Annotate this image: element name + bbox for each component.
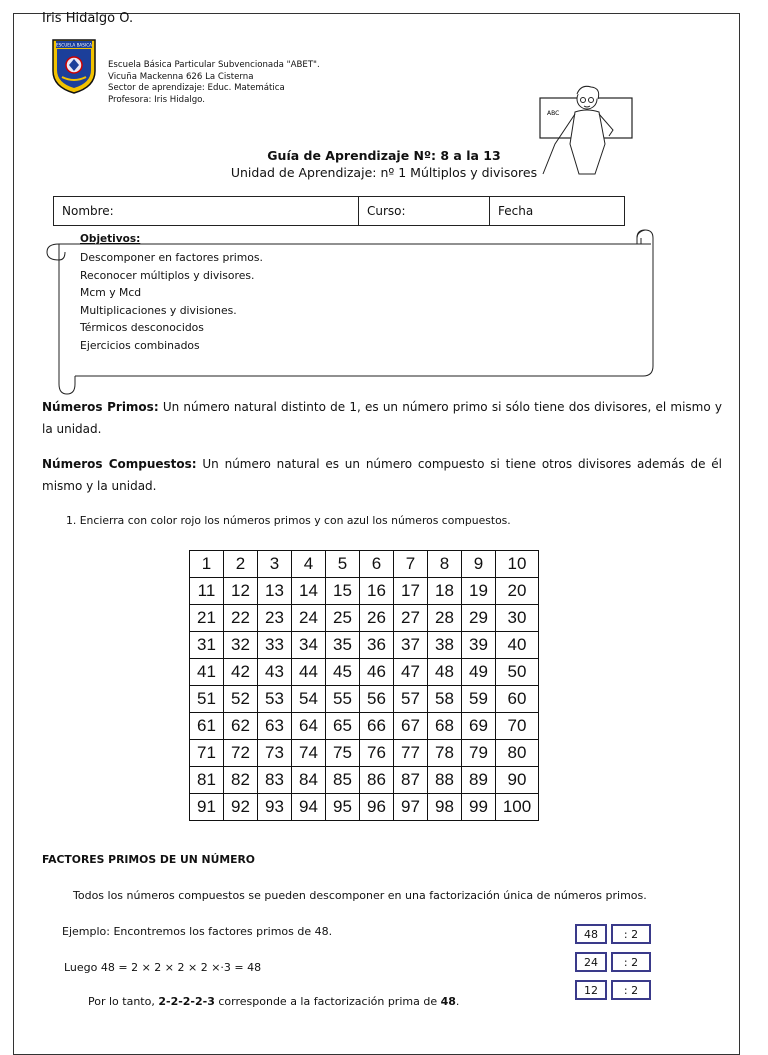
number-cell[interactable]: 76 (360, 740, 394, 767)
school-info (108, 60, 320, 106)
number-cell[interactable]: 7 (394, 551, 428, 578)
number-cell[interactable]: 71 (190, 740, 224, 767)
number-cell[interactable]: 17 (394, 578, 428, 605)
number-cell[interactable]: 43 (258, 659, 292, 686)
number-cell[interactable]: 92 (224, 794, 258, 821)
number-cell[interactable]: 74 (292, 740, 326, 767)
number-cell[interactable]: 22 (224, 605, 258, 632)
objective-item: Mcm y Mcd (80, 286, 142, 299)
number-cell[interactable]: 69 (462, 713, 496, 740)
number-cell[interactable]: 41 (190, 659, 224, 686)
number-cell[interactable]: 49 (462, 659, 496, 686)
school-line: Vicuña Mackenna 626 La Cisterna (108, 71, 254, 82)
number-grid-row (190, 740, 539, 767)
number-cell[interactable]: 91 (190, 794, 224, 821)
number-cell[interactable]: 100 (496, 794, 539, 821)
objectives-heading: Objetivos: (80, 233, 141, 245)
number-cell[interactable]: 51 (190, 686, 224, 713)
number-cell[interactable]: 4 (292, 551, 326, 578)
number-cell[interactable]: 70 (496, 713, 539, 740)
number-cell[interactable]: 14 (292, 578, 326, 605)
division-row (575, 924, 651, 944)
number-cell[interactable]: 98 (428, 794, 462, 821)
factors-example: Ejemplo: Encontremos los factores primos de 48. (62, 925, 333, 938)
number-cell[interactable]: 20 (496, 578, 539, 605)
number-cell[interactable]: 83 (258, 767, 292, 794)
number-cell[interactable]: 85 (326, 767, 360, 794)
number-cell[interactable]: 12 (224, 578, 258, 605)
number-cell[interactable]: 63 (258, 713, 292, 740)
objective-item: Reconocer múltiplos y divisores. (80, 268, 255, 282)
objective-item: Descomponer en factores primos. (80, 251, 263, 264)
number-cell[interactable]: 68 (428, 713, 462, 740)
composite-definition (42, 453, 722, 497)
number-cell[interactable]: 16 (360, 578, 394, 605)
number-cell[interactable]: 93 (258, 794, 292, 821)
date-field[interactable]: Fecha (498, 204, 534, 218)
division-row (575, 980, 651, 1000)
number-cell[interactable]: 82 (224, 767, 258, 794)
number-cell[interactable]: 42 (224, 659, 258, 686)
number-cell[interactable]: 3 (258, 551, 292, 578)
number-cell[interactable]: 62 (224, 713, 258, 740)
author-name: Iris Hidalgo O. (42, 11, 134, 26)
conclusion-text: corresponde a la factorización prima de (214, 995, 441, 1008)
number-cell[interactable]: 54 (292, 686, 326, 713)
number-cell[interactable]: 84 (292, 767, 326, 794)
number-cell[interactable]: 11 (190, 578, 224, 605)
number-cell[interactable]: 28 (428, 605, 462, 632)
number-cell[interactable]: 56 (360, 686, 394, 713)
number-cell[interactable]: 60 (496, 686, 539, 713)
number-cell[interactable]: 46 (360, 659, 394, 686)
number-cell[interactable]: 72 (224, 740, 258, 767)
factors-heading: FACTORES PRIMOS DE UN NÚMERO (42, 853, 255, 866)
definition-term: Números Compuestos: (42, 457, 197, 471)
school-line: Escuela Básica Particular Subvencionada "ABET". (108, 60, 320, 70)
number-cell[interactable]: 39 (462, 632, 496, 659)
division-number: 48 (575, 924, 607, 944)
definition-term: Números Primos: (42, 400, 159, 414)
number-cell[interactable]: 15 (326, 578, 360, 605)
number-cell[interactable]: 59 (462, 686, 496, 713)
number-grid-row (190, 713, 539, 740)
number-cell[interactable]: 64 (292, 713, 326, 740)
number-cell[interactable]: 95 (326, 794, 360, 821)
conclusion-text: . (455, 995, 460, 1008)
number-cell[interactable]: 44 (292, 659, 326, 686)
number-grid-row (190, 767, 539, 794)
number-cell[interactable]: 52 (224, 686, 258, 713)
board-text: ABC (547, 110, 560, 117)
page-subtitle: Unidad de Aprendizaje: nº 1 Múltiplos y divisores (230, 165, 538, 180)
factors-intro: Todos los números compuestos se pueden descomponer en una factorización única de números primos. (73, 889, 647, 902)
objective-item: Térmicos desconocidos (80, 321, 204, 334)
number-cell[interactable]: 5 (326, 551, 360, 578)
number-cell[interactable]: 32 (224, 632, 258, 659)
number-cell[interactable]: 1 (190, 551, 224, 578)
number-cell[interactable]: 27 (394, 605, 428, 632)
number-cell[interactable]: 94 (292, 794, 326, 821)
division-row (575, 952, 651, 972)
number-cell[interactable]: 13 (258, 578, 292, 605)
number-grid-row (190, 659, 539, 686)
division-number: 12 (575, 980, 607, 1000)
number-cell[interactable]: 24 (292, 605, 326, 632)
number-cell[interactable]: 9 (462, 551, 496, 578)
student-info-table (53, 196, 625, 226)
number-grid (189, 550, 539, 821)
number-cell[interactable]: 21 (190, 605, 224, 632)
prime-definition (42, 396, 722, 440)
course-field[interactable]: Curso: (359, 197, 490, 225)
division-divisor: : 2 (611, 952, 651, 972)
number-cell[interactable]: 47 (394, 659, 428, 686)
number-cell[interactable]: 38 (428, 632, 462, 659)
number-grid-row (190, 551, 539, 578)
number-cell[interactable]: 67 (394, 713, 428, 740)
number-cell[interactable]: 78 (428, 740, 462, 767)
number-grid-row (190, 794, 539, 821)
number-cell[interactable]: 26 (360, 605, 394, 632)
number-cell[interactable]: 10 (496, 551, 539, 578)
number-cell[interactable]: 57 (394, 686, 428, 713)
number-cell[interactable]: 35 (326, 632, 360, 659)
definition-text: Un número natural distinto de 1, es un número primo si sólo tiene dos divisores, el mismo y la unidad. (42, 400, 722, 436)
division-number: 24 (575, 952, 607, 972)
number-grid-row (190, 578, 539, 605)
number-cell[interactable]: 8 (428, 551, 462, 578)
number-cell[interactable]: 25 (326, 605, 360, 632)
number-cell[interactable]: 77 (394, 740, 428, 767)
number-cell[interactable]: 96 (360, 794, 394, 821)
objectives-list (80, 249, 263, 354)
number-cell[interactable]: 97 (394, 794, 428, 821)
number-cell[interactable]: 75 (326, 740, 360, 767)
number-cell[interactable]: 90 (496, 767, 539, 794)
school-line: Sector de aprendizaje: Educ. Matemática (108, 83, 285, 94)
number-cell[interactable]: 81 (190, 767, 224, 794)
school-line: Profesora: Iris Hidalgo. (108, 94, 206, 105)
factors-then: Luego 48 = 2 × 2 × 2 × 2 ×·3 = 48 (64, 961, 262, 974)
number-cell[interactable]: 29 (462, 605, 496, 632)
number-cell[interactable]: 55 (326, 686, 360, 713)
number-cell[interactable]: 66 (360, 713, 394, 740)
number-cell[interactable]: 79 (462, 740, 496, 767)
number-cell[interactable]: 80 (496, 740, 539, 767)
division-divisor: : 2 (611, 924, 651, 944)
factors-conclusion (88, 995, 459, 1008)
number-cell[interactable]: 65 (326, 713, 360, 740)
number-cell[interactable]: 88 (428, 767, 462, 794)
conclusion-factors: 2-2-2-2-3 (158, 995, 215, 1008)
number-cell[interactable]: 2 (224, 551, 258, 578)
logo-text: ESCUELA BASICA (56, 42, 92, 48)
conclusion-number: 48 (440, 995, 456, 1008)
number-grid-row (190, 605, 539, 632)
number-cell[interactable]: 37 (394, 632, 428, 659)
number-cell[interactable]: 18 (428, 578, 462, 605)
number-cell[interactable]: 40 (496, 632, 539, 659)
number-cell[interactable]: 30 (496, 605, 539, 632)
number-cell[interactable]: 31 (190, 632, 224, 659)
number-grid-row (190, 686, 539, 713)
objective-item: Ejercicios combinados (80, 338, 200, 352)
conclusion-text: Por lo tanto, (88, 995, 159, 1008)
number-cell[interactable]: 58 (428, 686, 462, 713)
number-cell[interactable]: 87 (394, 767, 428, 794)
page-title: Guía de Aprendizaje Nº: 8 a la 13 (267, 148, 501, 163)
number-cell[interactable]: 23 (258, 605, 292, 632)
objective-item: Multiplicaciones y divisiones. (80, 303, 237, 317)
number-cell[interactable]: 61 (190, 713, 224, 740)
number-cell[interactable]: 33 (258, 632, 292, 659)
number-cell[interactable]: 6 (360, 551, 394, 578)
number-cell[interactable]: 45 (326, 659, 360, 686)
division-table (575, 924, 651, 1008)
school-crest-icon (50, 37, 98, 95)
number-cell[interactable]: 53 (258, 686, 292, 713)
division-divisor: : 2 (611, 980, 651, 1000)
number-cell[interactable]: 36 (360, 632, 394, 659)
definition-text: Un número natural es un número compuesto si tiene otros divisores además de él mismo y la unidad. (42, 457, 722, 493)
number-cell[interactable]: 86 (360, 767, 394, 794)
number-cell[interactable]: 48 (428, 659, 462, 686)
name-field[interactable]: Nombre: (54, 197, 359, 225)
number-cell[interactable]: 89 (462, 767, 496, 794)
number-cell[interactable]: 99 (462, 794, 496, 821)
number-cell[interactable]: 73 (258, 740, 292, 767)
number-cell[interactable]: 19 (462, 578, 496, 605)
exercise-instruction: 1. Encierra con color rojo los números primos y con azul los números compuestos. (66, 514, 511, 527)
number-cell[interactable]: 34 (292, 632, 326, 659)
number-grid-row (190, 632, 539, 659)
number-cell[interactable]: 50 (496, 659, 539, 686)
